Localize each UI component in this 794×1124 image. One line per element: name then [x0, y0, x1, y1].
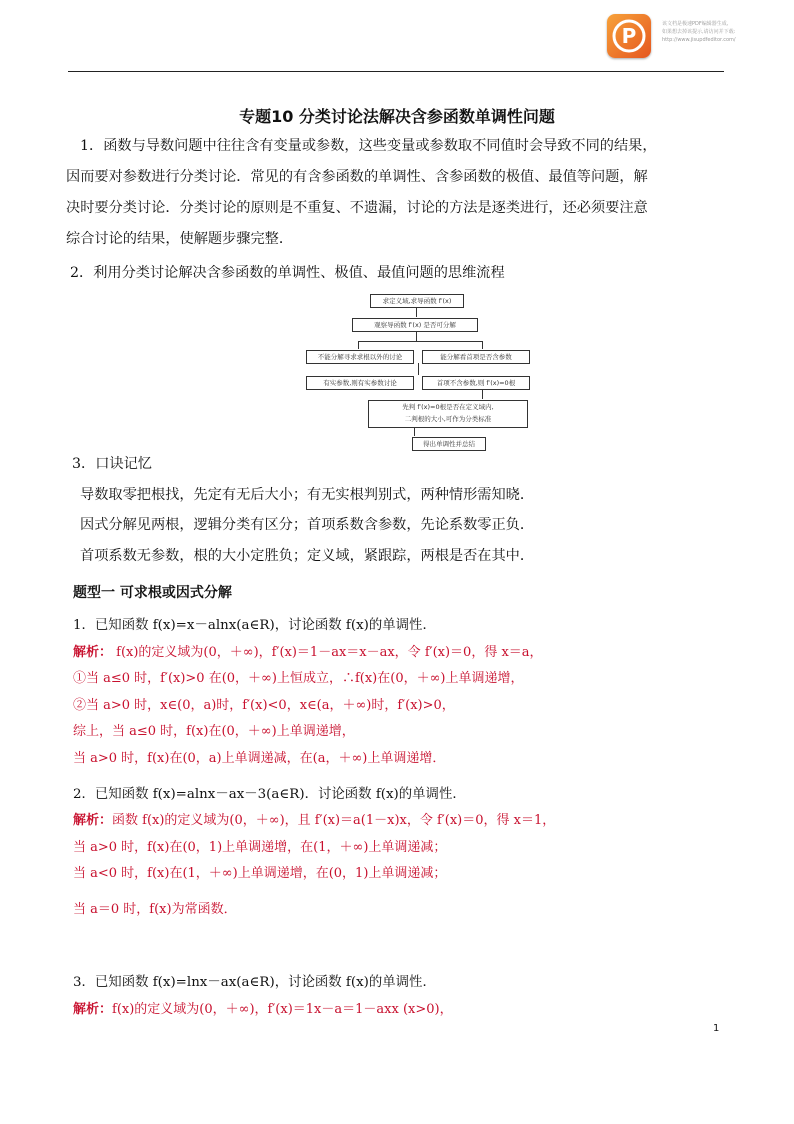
solution-label: 解析： [73, 1002, 113, 1017]
flowchart-box: 首项不含参数,则 f′(x)=0根 [422, 376, 530, 390]
flowchart-connector [358, 341, 482, 342]
flowchart-connector [418, 363, 419, 375]
solution-line: 当 a＝0 时，f(x)为常函数． [73, 902, 237, 917]
flowchart-diagram [300, 292, 528, 454]
flowchart-box: 能分解看首项是否含参数 [422, 350, 530, 364]
solution-line: 当 a<0 时，f(x)在(1，＋∞)上单调递增，在(0，1)上单调递减； [73, 866, 447, 881]
mnemonic-line: 因式分解见两根，逻辑分类有区分；首项系数含参数，先论系数零正负． [80, 517, 535, 533]
flowchart-box: 观察导函数 f′(x) 是否可分解 [352, 318, 478, 332]
solution-line [73, 809, 555, 828]
flowchart-connector [482, 341, 483, 349]
intro-line: 因而要对参数进行分类讨论．常见的有含参函数的单调性、含参函数的极值、最值等问题，解 [66, 169, 648, 185]
solution-text: f(x)的定义域为(0，＋∞)，f′(x)＝1x－a＝1－axx (x>0)， [112, 1002, 453, 1017]
intro-line: 决时要分类讨论．分类讨论的原则是不重复、不遗漏，讨论的方法是逐类进行，还必须要注意 [66, 200, 648, 216]
flowchart-box-line: 二判根的大小,可作为分类标准 [404, 415, 492, 423]
solution-label: 解析： [73, 645, 113, 660]
solution-line [73, 998, 453, 1017]
question-1: 1．已知函数 f(x)=x－alnx(a∈R)，讨论函数 f(x)的单调性． [73, 618, 436, 633]
flowchart-box: 求定义域,求导函数 f′(x) [370, 294, 464, 308]
logo-p-icon [607, 14, 651, 58]
solution-line: 当 a>0 时，f(x)在(0，a)上单调递减，在(a，＋∞)上单调递增． [73, 751, 446, 766]
solution-line: ①当 a≤0 时，f′(x)>0 在(0，＋∞)上恒成立，∴f(x)在(0，＋∞)上单调递增， [73, 671, 524, 686]
flowchart-connector [416, 331, 417, 341]
intro-line: 1．函数与导数问题中往往含有变量或参数，这些变量或参数取不同值时会导致不同的结果， [80, 138, 657, 154]
flowchart-box: 不能分解寻求求根以外的讨论 [306, 350, 414, 364]
app-logo [607, 14, 651, 58]
intro-line: 综合讨论的结果，使解题步骤完整． [66, 231, 294, 247]
mnemonic-line: 首项系数无参数，根的大小定胜负；定义域，紧跟踪，两根是否在其中． [80, 548, 535, 564]
solution-line: ②当 a>0 时，x∈(0，a)时，f′(x)<0，x∈(a，＋∞)时，f′(x)>0， [73, 698, 455, 713]
watermark-line: 该文档是极速PDF编辑器生成, [662, 21, 729, 27]
flowchart-box-line: 先判 f′(x)=0根是否在定义域内, [402, 403, 494, 411]
logo-letter: P [621, 24, 637, 48]
mnemonic-line: 导数取零把根找，先定有无后大小；有无实根判别式，两种情形需知晓． [80, 487, 535, 503]
intro-paragraph [66, 131, 730, 255]
editor-watermark [662, 20, 790, 44]
solution-label: 解析： [73, 813, 113, 828]
watermark-link[interactable]: http://www.jisupdfeditor.com/ [662, 37, 736, 43]
solution-text: 函数 f(x)的定义域为(0，＋∞)，且 f′(x)＝a(1－x)x，令 f′(x)＝0，得 x＝1， [112, 813, 556, 828]
flowchart-connector [414, 427, 415, 436]
intro-paragraph-2: 2．利用分类讨论解决含参函数的单调性、极值、最值问题的思维流程 [70, 265, 505, 281]
question-3: 3．已知函数 f(x)=lnx－ax(a∈R)，讨论函数 f(x)的单调性． [73, 975, 436, 990]
section-heading: 题型一 可求根或因式分解 [73, 585, 232, 601]
header-divider [68, 71, 724, 72]
watermark-line: 如果想去掉该提示,请访问并下载: [662, 29, 736, 35]
flowchart-connector [358, 341, 359, 349]
flowchart-box: 得出单调性并总结 [412, 437, 486, 451]
flowchart-box: 有实参数,则有实参数讨论 [306, 376, 414, 390]
question-2: 2．已知函数 f(x)=alnx－ax－3(a∈R)．讨论函数 f(x)的单调性． [73, 787, 466, 802]
flowchart-connector [482, 389, 483, 399]
solution-line: 综上，当 a≤0 时，f(x)在(0，＋∞)上单调递增， [73, 724, 355, 739]
solution-line: 当 a>0 时，f(x)在(0，1)上单调递增，在(1，＋∞)上单调递减； [73, 840, 447, 855]
flowchart-box [368, 400, 528, 428]
page-number: 1 [713, 1023, 720, 1034]
solution-text: f(x)的定义域为(0，＋∞)，f′(x)＝1－ax＝x－ax，令 f′(x)＝0，得 x＝a， [112, 645, 543, 660]
mnemonic-heading: 3．口诀记忆 [72, 456, 152, 472]
flowchart-connector [416, 307, 417, 317]
page-title: 专题10 分类讨论法解决含参函数单调性问题 [239, 107, 555, 126]
solution-line [73, 641, 543, 660]
